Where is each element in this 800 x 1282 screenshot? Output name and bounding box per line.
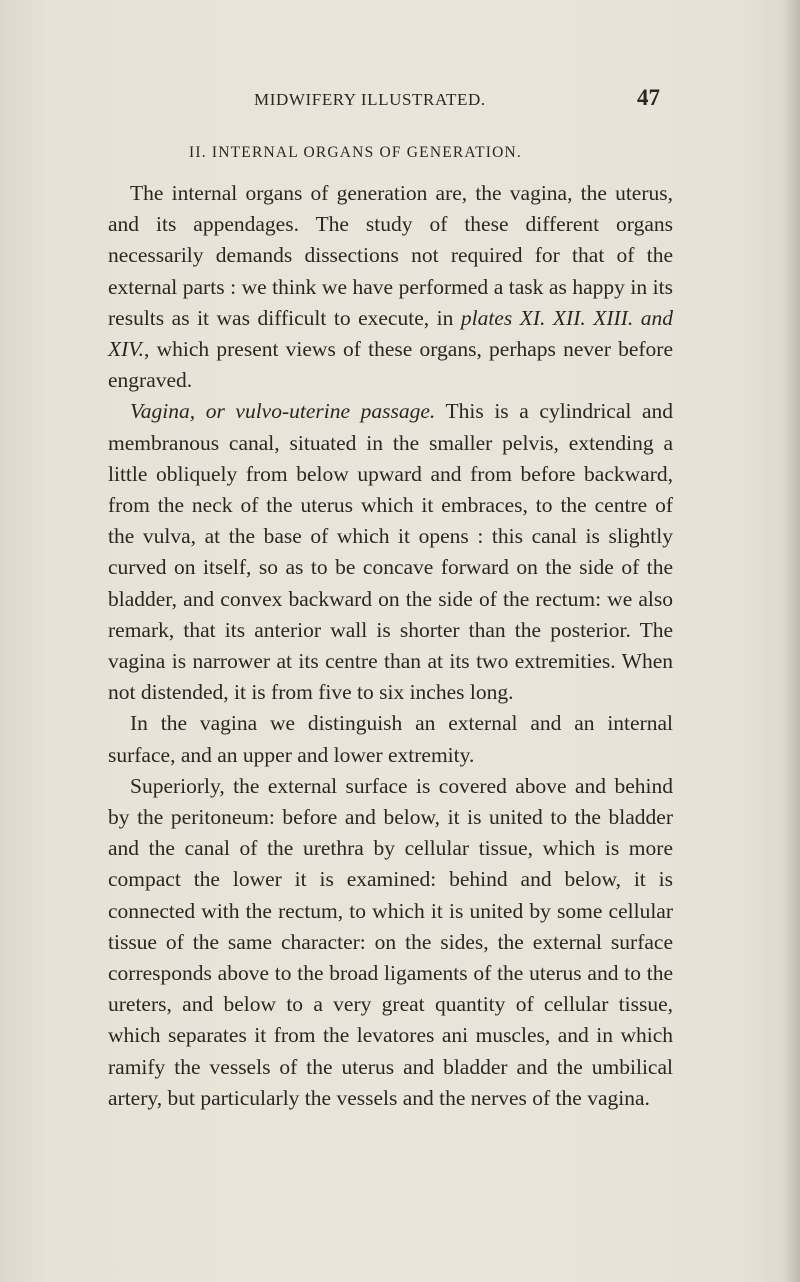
paragraph-external-surface: Superiorly, the external surface is covered above and behind by the peritoneum: before and below, it is united to the bladder and the canal of the urethra by cellular tissue, which is more compact the lower it is examined: behind and below, it is connected with the rectum, to which it is united by some cellular tissue of the same character: on the sides, the external surface corresponds above to the broad ligaments of the uterus and to the ureters, and below to a very great quantity of cellular tissue, which separates it from the levatores ani muscles, and in which ramify the vessels of the uterus and bladder and the umbilical artery, but particularly the vessels and the nerves of the vagina. bbox=[108, 773, 673, 1110]
body-text bbox=[108, 178, 673, 1114]
paragraph-intro-text-b: , which present views of these organs, perhaps never before engraved. bbox=[108, 337, 673, 393]
plates-reference: plates XI. XII. XIII. and XIV. bbox=[108, 305, 673, 362]
page-edge-shadow bbox=[782, 0, 800, 1282]
paragraph-intro bbox=[108, 178, 673, 396]
paragraph-surfaces: In the vagina we distinguish an external and an internal surface, and an upper and lower extremity. bbox=[108, 711, 673, 767]
paragraph-vagina-text: This is a cylindrical and membranous canal, situated in the smaller pelvis, extending a little obliquely from below upward and from before backward, from the neck of the uterus which it embraces, to the centre of the vulva, at the base of which it opens : this canal is slightly curved on itself, so as to be concave forward on the side of the bladder, and convex backward on the side of the rectum: we also remark, that its anterior wall is shorter than the posterior. The vagina is narrower at its centre than at its two extremities. When not distended, it is from five to six inches long. bbox=[108, 399, 673, 705]
page-number: 47 bbox=[637, 85, 660, 110]
paragraph-intro-text-a: The internal organs of generation are, the vagina, the uterus, and its appendages. The study of these different organs necessarily demands dissections not required for that of the external parts : we think we have performed a task as happy in its results as it was difficult to execute, in bbox=[108, 181, 673, 330]
section-heading: II. INTERNAL ORGANS OF GENERATION. bbox=[189, 144, 522, 161]
vagina-term: Vagina, or vulvo-uterine passage. bbox=[130, 399, 436, 424]
running-title: MIDWIFERY ILLUSTRATED. bbox=[254, 90, 486, 109]
paragraph-vagina bbox=[108, 396, 673, 708]
